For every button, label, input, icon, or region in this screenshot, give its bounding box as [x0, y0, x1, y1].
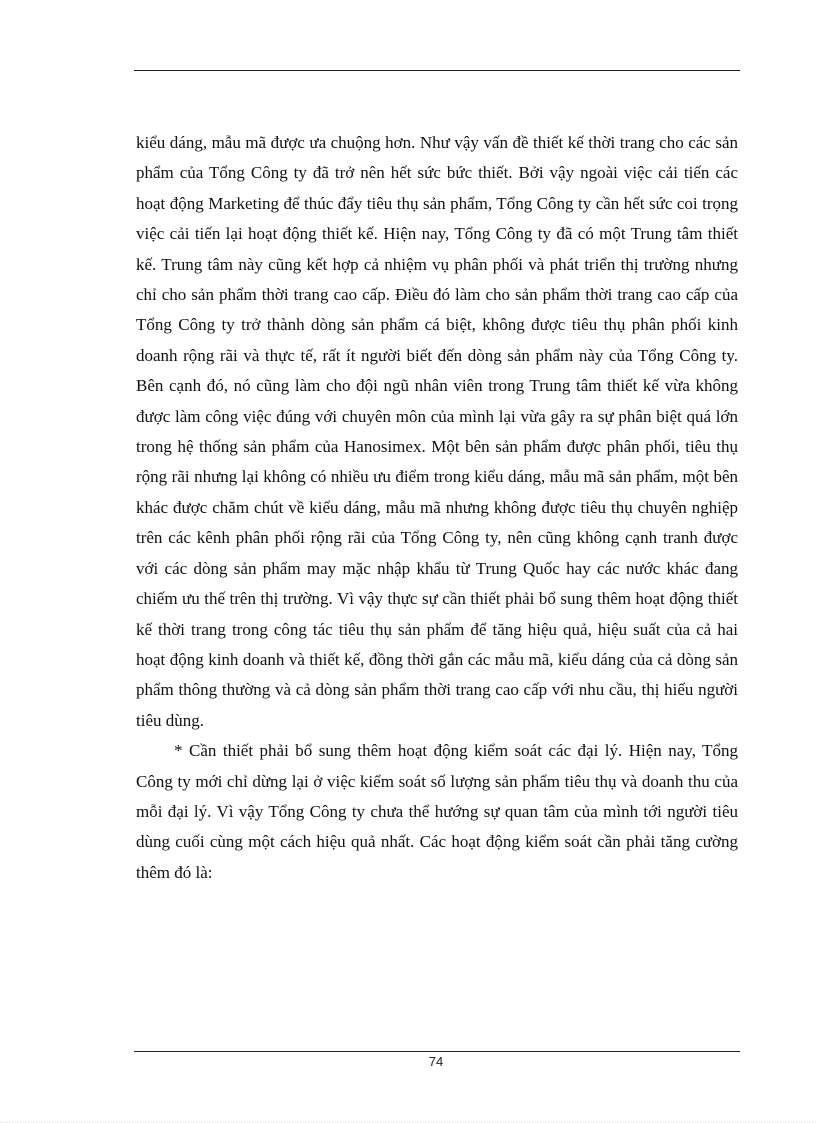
body-paragraph: * Cần thiết phải bổ sung thêm hoạt động kiểm soát các đại lý. Hiện nay, Tổng Công ty mới chỉ dừng lại ở việc kiểm soát số lượng sản phẩm tiêu thụ và doanh thu của mỗi đại lý. Vì vậy Tổng Công ty chưa thể hướng sự quan tâm của mình tới người tiêu dùng cuối cùng một cách hiệu quả nhất. Các hoạt động kiểm soát cần phải tăng cường thêm đó là:: [136, 741, 738, 882]
header-rule: [134, 70, 740, 71]
document-body: [136, 128, 738, 888]
page-number: 74: [428, 1054, 444, 1069]
footer-rule: [134, 1051, 740, 1052]
body-paragraph: kiểu dáng, mẫu mã được ưa chuộng hơn. Như vậy vấn đề thiết kế thời trang cho các sản phẩm của Tổng Công ty đã trở nên hết sức bức thiết. Bởi vậy ngoài việc cải tiến các hoạt động Marketing để thúc đẩy tiêu thụ sản phẩm, Tổng Công ty cần hết sức coi trọng việc cải tiến lại hoạt động thiết kế. Hiện nay, Tổng Công ty đã có một Trung tâm thiết kế. Trung tâm này cũng kết hợp cả nhiệm vụ phân phối và phát triển thị trường nhưng chỉ cho sản phẩm thời trang cao cấp. Điều đó làm cho sản phẩm thời trang cao cấp của Tổng Công ty trở thành dòng sản phẩm cá biệt, không được tiêu thụ phân phối kinh doanh rộng rãi và thực tế, rất ít người biết đến dòng sản phẩm này của Tổng Công ty. Bên cạnh đó, nó cũng làm cho đội ngũ nhân viên trong Trung tâm thiết kế vừa không được làm công việc đúng với chuyên môn của mình lại vừa gây ra sự phân biệt quá lớn trong hệ thống sản phẩm của Hanosimex. Một bên sản phẩm được phân phối, tiêu thụ rộng rãi nhưng lại không có nhiều ưu điểm trong kiểu dáng, mẫu mã sản phẩm, một bên khác được chăm chút về kiểu dáng, mẫu mã nhưng không được tiêu thụ chuyên nghiệp trên các kênh phân phối rộng rãi của Tổng Công ty, nên cũng không cạnh tranh được với các dòng sản phẩm may mặc nhập khẩu từ Trung Quốc hay các nước khác đang chiếm ưu thế trên thị trường. Vì vậy thực sự cần thiết phải bổ sung thêm hoạt động thiết kế thời trang trong công tác tiêu thụ sản phẩm để tăng hiệu quả, hiệu suất của cả hai hoạt động kinh doanh và thiết kế, đồng thời gắn các mẫu mã, kiểu dáng của cả dòng sản phẩm thông thường và cả dòng sản phẩm thời trang cao cấp với nhu cầu, thị hiếu người tiêu dùng.: [136, 133, 738, 730]
